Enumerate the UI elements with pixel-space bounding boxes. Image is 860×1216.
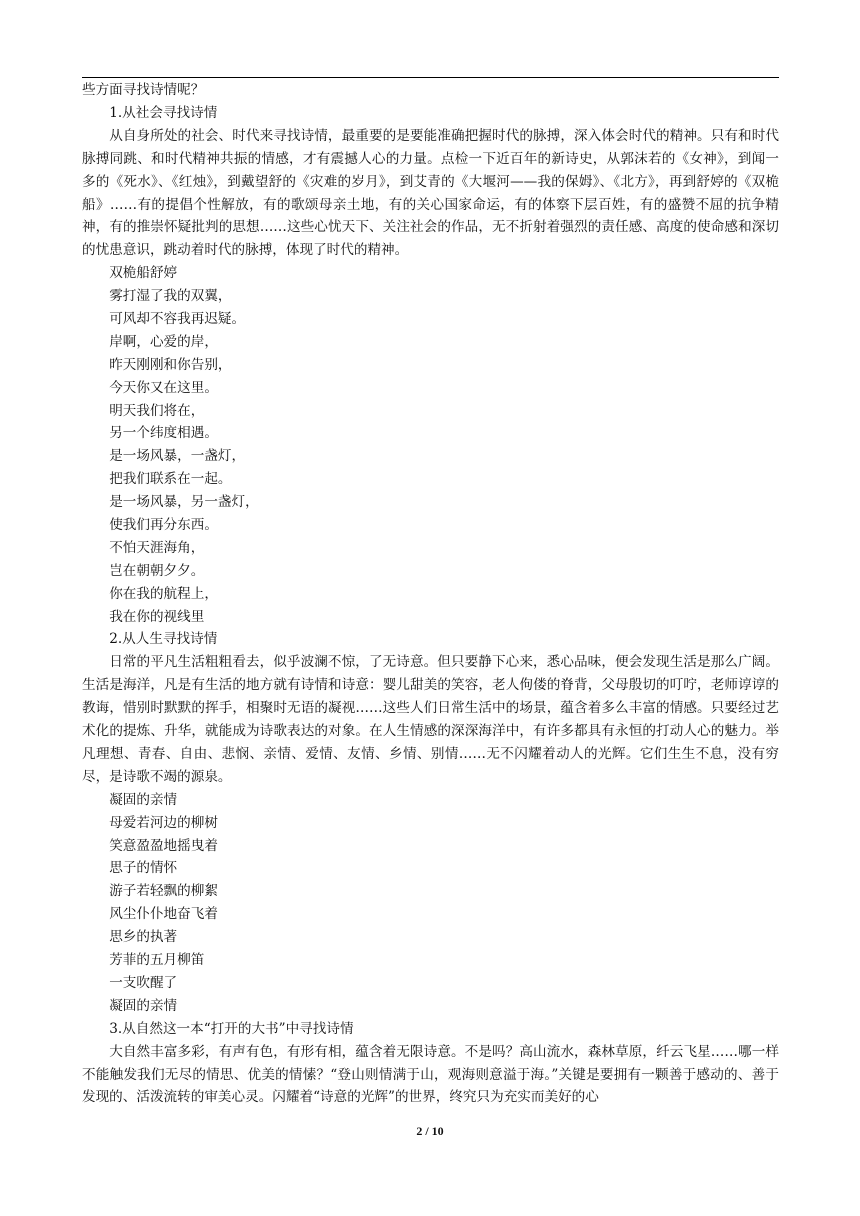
section-heading-life: 2.从人生寻找诗情 [109,631,218,648]
poem-line: 今天你又在这里。 [109,379,218,396]
poem-line: 昨天刚刚和你告别， [109,356,232,373]
poem-line: 不怕天涯海角， [109,539,205,556]
section-heading-nature: 3.从自然这一本“打开的大书”中寻找诗情 [109,1020,354,1037]
poem-title-twin-mast-boat: 双桅船舒婷 [109,265,178,282]
poem-line: 是一场风暴，另一盏灯， [109,494,259,511]
header-rule [82,77,779,78]
paragraph-nature: 大自然丰富多彩，有声有色，有形有相，蕴含着无限诗意。不是吗？高山流水，森林草原，纤云飞星……哪一样不能触发我们无尽的情思、优美的情愫？“登山则情满于山，观海则意溢于海。”关键是要拥有一颗善于感动的、善于发现的、活泼流转的审美心灵。闪耀着“诗意的光辉”的世界，终究只为充实而美好的心 [82,1043,779,1106]
poem-line: 明天我们将在， [109,402,205,419]
poem-line: 使我们再分东西。 [109,517,218,534]
page-number: 2 / 10 [416,1124,444,1138]
poem-line: 把我们联系在一起。 [109,471,232,488]
poem-line: 凝固的亲情 [109,997,178,1014]
paragraph-society: 从自身所处的社会、时代来寻找诗情，最重要的是要能准确把握时代的脉搏，深入体会时代的精神。只有和时代脉搏同跳、和时代精神共振的情感，才有震撼人心的力量。点检一下近百年的新诗史，从郭沫若的《女神》，到闻一多的《死水》、《红烛》，到戴望舒的《灾难的岁月》，到艾青的《大堰河——我的保姆》、《北方》，再到舒婷的《双桅船》……有的提倡个性解放，有的歌颂母亲土地，有的关心国家命运，有的体察下层百姓，有的盛赞不屈的抗争精神，有的推崇怀疑批判的思想……这些心忧天下、关注社会的作品，无不折射着强烈的责任感、高度的使命感和深切的忧患意识，跳动着时代的脉搏，体现了时代的精神。 [82,127,779,259]
poem-line: 我在你的视线里 [109,608,205,625]
poem-line: 思子的情怀 [109,860,178,877]
poem-line: 是一场风暴，一盏灯， [109,448,246,465]
poem-line: 思乡的执著 [109,929,178,946]
poem-line: 笑意盈盈地摇曳着 [109,837,218,854]
poem-line: 风尘仆仆地奋飞着 [109,906,218,923]
poem-line: 一支吹醒了 [109,974,178,991]
opening-line: 些方面寻找诗情呢？ [82,82,205,98]
poem-line: 母爱若河边的柳树 [109,814,218,831]
section-heading-society: 1.从社会寻找诗情 [109,104,218,121]
poem-line: 游子若轻飘的柳絮 [109,883,218,900]
poem-line: 岸啊，心爱的岸， [109,333,218,350]
poem-line: 雾打湿了我的双翼， [109,288,232,305]
document-body [82,79,779,1109]
poem-frozen-affection [82,812,779,1018]
poem-line: 另一个纬度相遇。 [109,425,218,442]
poem-line: 你在我的航程上， [109,585,218,602]
poem-line: 芳菲的五月柳笛 [109,952,205,969]
poem-twin-mast-boat [82,285,779,628]
poem-title-frozen-affection: 凝固的亲情 [109,791,178,808]
poem-line: 岂在朝朝夕夕。 [109,562,205,579]
poem-line: 可风却不容我再迟疑。 [109,311,246,327]
paragraph-life: 日常的平凡生活粗粗看去，似乎波澜不惊，了无诗意。但只要静下心来，悉心品味，便会发现生活是那么广阔。生活是海洋，凡是有生活的地方就有诗情和诗意：婴儿甜美的笑容，老人佝偻的脊背，父母殷切的叮咛，老师谆谆的教诲，惜别时默默的挥手，相聚时无语的凝视……这些人们日常生活中的场景，蕴含着多么丰富的情感。只要经过艺术化的提炼、升华，就能成为诗歌表达的对象。在人生情感的深深海洋中，有许多都具有永恒的打动人心的魅力。举凡理想、青春、自由、悲悯、亲情、爱情、友情、乡情、别情……无不闪耀着动人的光辉。它们生生不息，没有穷尽，是诗歌不竭的源泉。 [82,654,779,785]
